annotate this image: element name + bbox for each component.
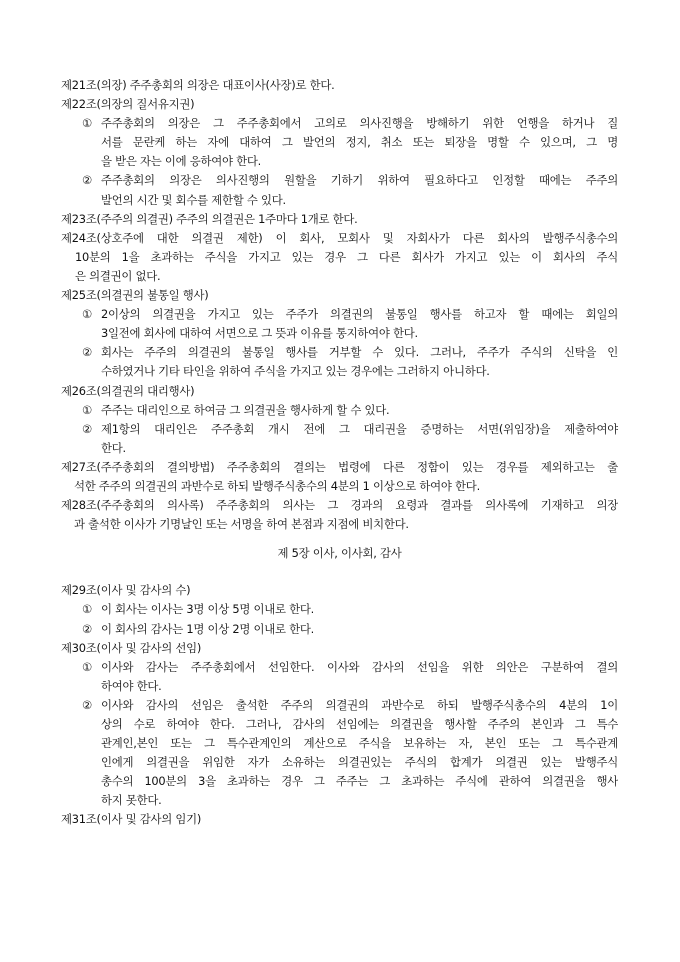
article-30-para-2-line-3: 관계인,본인 또는 그 특수관계인의 계산으로 주식을 보유하는 자, 본인 또는 그 특수관계 [101,736,618,751]
article-23: 제23조(주주의 의결권) 주주의 의결권은 1주마다 1개로 한다. [61,211,358,226]
article-27-line-2: 석한 주주의 의결권의 과반수로 하되 발행주식총수의 4분의 1 이상으로 하여야 한다. [74,478,480,493]
article-26-title: 제26조(의결권의 대리행사) [61,383,195,398]
article-30-para-2-line-2: 상의 수로 하여야 한다. 그러나, 감사의 선임에는 의결권을 행사할 주주의 본인과 그 특수 [101,717,618,731]
article-26-para-1: ① 주주는 대리인으로 하여금 그 의결권을 행사하게 할 수 있다. [61,401,618,420]
article-25-para-2-line-2: 수하였거나 기타 타인을 위하여 주식을 가지고 있는 경우에는 그러하지 아니하다. [101,364,490,379]
article-22-para-2-line-2: 발언의 시간 및 회수를 제한할 수 있다. [101,192,286,207]
article-22-para-2-line-1: ② 주주총회의 의장은 의사진행의 원할을 기하기 위하여 필요하다고 인정할 때에는 주주의 [61,171,618,190]
article-28-line-1: 제28조(주주총회의 의사록) 주주총회의 의사는 그 경과의 요령과 결과를 의사록에 기재하고 의장 [61,498,618,513]
article-24-line-2: 10분의 1을 초과하는 주식을 가지고 있는 경우 그 다른 회사가 가지고 있는 이 회사의 주식 [75,249,618,264]
article-22-para-1-line-1: ① 주주총회의 의장은 그 주주총회에서 고의로 의사진행을 방해하기 위한 언행을 하거나 질 [61,114,618,133]
article-22-para-1-line-2: 서를 문란케 하는 자에 대하여 그 발언의 정지, 취소 또는 퇴장을 명할 수 있으며, 그 명 [101,135,618,150]
article-31-title: 제31조(이사 및 감사의 임기) [61,812,202,827]
article-30-para-1-line-1: ① 이사와 감사는 주주총회에서 선임한다. 이사와 감사의 선임을 위한 의안은 구분하여 결의 [61,658,618,677]
article-24-line-1: 제24조(상호주에 대한 의결권 제한) 이 회사, 모회사 및 자회사가 다른 회사의 발행주식총수의 [61,230,618,245]
para-number: ① [82,307,92,322]
article-30-para-1-line-2: 하여야 한다. [101,678,162,693]
article-29-para-1: ① 이 회사는 이사는 3명 이상 5명 이내로 한다. [61,600,618,619]
para-number: ② [82,345,92,360]
article-26-para-2-line-2: 한다. [101,440,126,455]
article-22-para-1-line-3: 을 받은 자는 이에 응하여야 한다. [101,154,262,169]
article-30-para-2-line-5: 총수의 100분의 3을 초과하는 경우 그 주주는 그 초과하는 주식에 관하여 의결권을 행사 [101,774,618,789]
article-22-title: 제22조(의장의 질서유지권) [61,97,195,112]
para-number: ② [82,697,92,712]
para-number: ① [82,402,92,417]
article-25-para-1-line-2: 3일전에 회사에 대하여 서면으로 그 뜻과 이유를 통지하여야 한다. [101,326,418,341]
article-25-title: 제25조(의결권의 불통일 행사) [61,288,209,303]
article-29-title: 제29조(이사 및 감사의 수) [61,583,191,598]
article-25-para-2-line-1: ② 회사는 주주의 의결권의 불통일 행사를 거부할 수 있다. 그러나, 주주가 주식의 신탁을 인 [61,343,618,362]
para-number: ② [82,173,92,188]
para-number: ② [82,621,92,636]
article-28-line-2: 과 출석한 이사가 기명날인 또는 서명을 하여 본점과 지점에 비치한다. [74,517,409,532]
article-30-title: 제30조(이사 및 감사의 선임) [61,640,202,655]
para-number: ② [82,421,92,436]
chapter-heading: 제 5장 이사, 이사회, 감사 [277,546,402,561]
article-30-para-2-line-6: 하지 못한다. [101,793,162,808]
para-number: ① [82,116,92,131]
article-26-para-2-line-1: ② 제1항의 대리인은 주주총회 개시 전에 그 대리권을 증명하는 서면(위임장)을 제출하여야 [61,420,618,439]
article-24-line-3: 은 의결권이 없다. [75,268,161,283]
para-number: ① [82,602,92,617]
article-21: 제21조(의장) 주주총회의 의장은 대표이사(사장)로 한다. [61,78,335,92]
article-25-para-1-line-1: ① 2이상의 의결권을 가지고 있는 주주가 의결권의 불통일 행사를 하고자 할 때에는 회일의 [61,305,618,324]
para-number: ① [82,659,92,674]
article-30-para-2-line-4: 인에게 의결권을 위임한 자가 소유하는 의결권있는 주식의 합계가 의결권 있는 발행주식 [101,755,618,770]
article-27-line-1: 제27조(주주총회의 결의방법) 주주총회의 결의는 법령에 다른 정함이 있는 경우를 제외하고는 출 [61,459,618,474]
article-29-para-2: ② 이 회사의 감사는 1명 이상 2명 이내로 한다. [61,620,618,639]
article-30-para-2-line-1: ② 이사와 감사의 선임은 출석한 주주의 의결권의 과반수로 하되 발행주식총수의 4분의 1이 [61,696,618,715]
